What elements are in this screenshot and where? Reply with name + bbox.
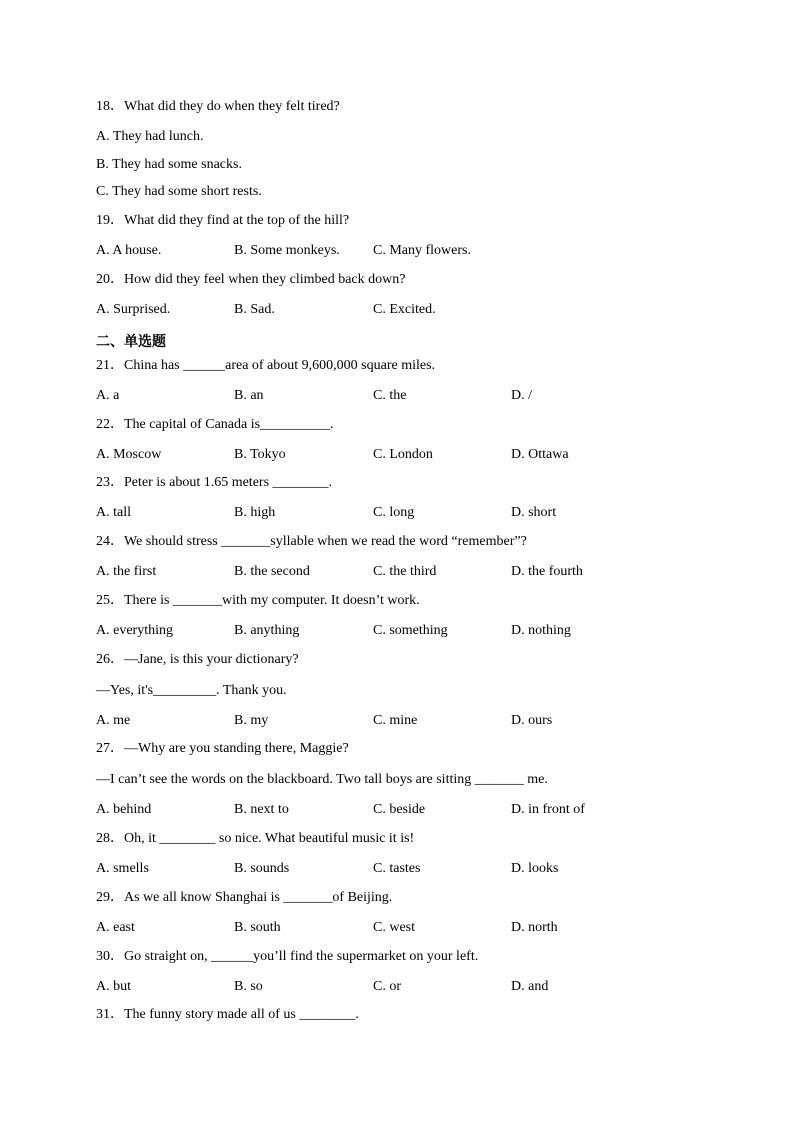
question-27-option-c: C. beside bbox=[373, 802, 426, 817]
question-25-option-c: C. something bbox=[373, 623, 448, 638]
question-22-option-a: A. Moscow bbox=[96, 447, 162, 462]
question-29-option-b: B. south bbox=[234, 920, 281, 935]
question-31-stem: 31．The funny story made all of us ________. bbox=[96, 1007, 359, 1022]
question-20-stem: 20．How did they feel when they climbed back down? bbox=[96, 272, 406, 287]
question-25-option-b: B. anything bbox=[234, 623, 300, 638]
question-24-option-c: C. the third bbox=[373, 564, 437, 579]
question-26-option-a: A. me bbox=[96, 713, 131, 728]
question-26-stem: 26．—Jane, is this your dictionary? bbox=[96, 652, 299, 667]
question-30-stem: 30．Go straight on, ______you’ll find the supermarket on your left. bbox=[96, 949, 479, 964]
question-29-option-a: A. east bbox=[96, 920, 135, 935]
question-24-option-a: A. the first bbox=[96, 564, 157, 579]
question-20-option-c: C. Excited. bbox=[373, 302, 436, 317]
question-28-stem: 28．Oh, it ________ so nice. What beautiful music it is! bbox=[96, 831, 415, 846]
question-18-stem: 18．What did they do when they felt tired? bbox=[96, 99, 340, 114]
question-19-option-a: A. A house. bbox=[96, 243, 162, 258]
question-28-option-c: C. tastes bbox=[373, 861, 421, 876]
question-18-option-a: A. They had lunch. bbox=[96, 129, 204, 144]
question-21-option-a: A. a bbox=[96, 388, 120, 403]
question-27-option-b: B. next to bbox=[234, 802, 289, 817]
question-22-option-c: C. London bbox=[373, 447, 433, 462]
question-23-option-a: A. tall bbox=[96, 505, 131, 520]
question-23-option-c: C. long bbox=[373, 505, 415, 520]
question-18-option-c: C. They had some short rests. bbox=[96, 184, 262, 199]
question-21-option-c: C. the bbox=[373, 388, 407, 403]
question-22-stem: 22．The capital of Canada is__________. bbox=[96, 417, 334, 432]
question-27-stem: 27．—Why are you standing there, Maggie? bbox=[96, 741, 349, 756]
question-23-stem: 23．Peter is about 1.65 meters ________. bbox=[96, 475, 333, 490]
question-28-option-d: D. looks bbox=[511, 861, 559, 876]
question-29-stem: 29．As we all know Shanghai is _______of Beijing. bbox=[96, 890, 393, 905]
question-26-reply: —Yes, it's_________. Thank you. bbox=[96, 683, 287, 698]
question-19-option-c: C. Many flowers. bbox=[373, 243, 471, 258]
question-21-option-d: D. / bbox=[511, 388, 532, 403]
question-21-stem: 21．China has ______area of about 9,600,000 square miles. bbox=[96, 358, 436, 373]
question-20-option-b: B. Sad. bbox=[234, 302, 275, 317]
question-20-option-a: A. Surprised. bbox=[96, 302, 171, 317]
question-29-option-c: C. west bbox=[373, 920, 415, 935]
question-27-reply: —I can’t see the words on the blackboard. Two tall boys are sitting _______ me. bbox=[96, 772, 548, 787]
question-22-option-d: D. Ottawa bbox=[511, 447, 569, 462]
question-21-option-b: B. an bbox=[234, 388, 264, 403]
question-30-option-c: C. or bbox=[373, 979, 401, 994]
question-23-option-b: B. high bbox=[234, 505, 276, 520]
question-19-option-b: B. Some monkeys. bbox=[234, 243, 340, 258]
question-28-option-b: B. sounds bbox=[234, 861, 290, 876]
question-23-option-d: D. short bbox=[511, 505, 557, 520]
question-26-option-c: C. mine bbox=[373, 713, 418, 728]
question-27-option-d: D. in front of bbox=[511, 802, 585, 817]
section-title: 二、单选题 bbox=[96, 334, 166, 350]
question-25-option-d: D. nothing bbox=[511, 623, 571, 638]
question-26-option-b: B. my bbox=[234, 713, 269, 728]
question-28-option-a: A. smells bbox=[96, 861, 149, 876]
question-24-stem: 24．We should stress _______syllable when we read the word “remember”? bbox=[96, 534, 527, 549]
question-30-option-a: A. but bbox=[96, 979, 131, 994]
question-25-option-a: A. everything bbox=[96, 623, 173, 638]
question-22-option-b: B. Tokyo bbox=[234, 447, 286, 462]
question-26-option-d: D. ours bbox=[511, 713, 553, 728]
question-27-option-a: A. behind bbox=[96, 802, 152, 817]
question-30-option-d: D. and bbox=[511, 979, 549, 994]
question-24-option-d: D. the fourth bbox=[511, 564, 583, 579]
question-24-option-b: B. the second bbox=[234, 564, 310, 579]
question-25-stem: 25．There is _______with my computer. It doesn’t work. bbox=[96, 593, 420, 608]
question-19-stem: 19．What did they find at the top of the hill? bbox=[96, 213, 350, 228]
question-29-option-d: D. north bbox=[511, 920, 558, 935]
question-30-option-b: B. so bbox=[234, 979, 263, 994]
question-18-option-b: B. They had some snacks. bbox=[96, 157, 242, 172]
